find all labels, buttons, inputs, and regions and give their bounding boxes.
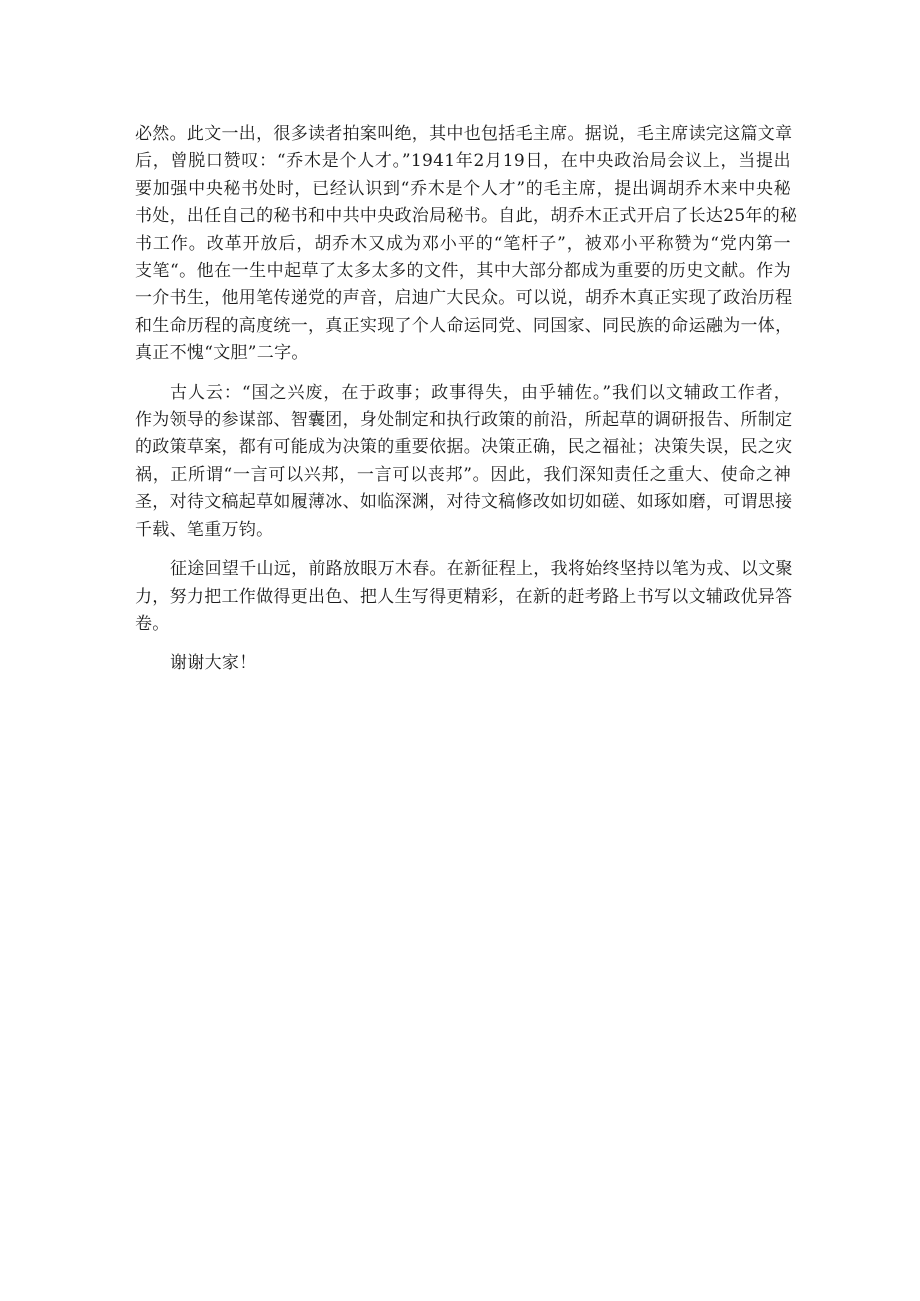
paragraph-3 <box>135 556 791 638</box>
text-line: 和生命历程的高度统一，真正实现了个人命运同党、同国家、同民族的命运融为一体， <box>135 315 793 336</box>
text-line: 古人云：“国之兴废，在于政事；政事得失，由乎辅佐。”我们以文辅政工作者， <box>170 382 791 403</box>
paragraph-2 <box>135 380 791 544</box>
text-line: 千载、笔重万钧。 <box>135 519 274 540</box>
paragraph-closing <box>135 650 791 677</box>
text-line: 书工作。改革开放后，胡乔木又成为邓小平的“笔杆子”，被邓小平称赞为“党内第一 <box>135 233 791 254</box>
text-line: 力，努力把工作做得更出色、把人生写得更精彩，在新的赶考路上书写以文辅政优异答 <box>135 586 793 607</box>
text-line: 支笔“。他在一生中起草了太多太多的文件，其中大部分都成为重要的历史文献。作为 <box>135 261 791 282</box>
text-line: 圣，对待文稿起草如履薄冰、如临深渊，对待文稿修改如切如磋、如琢如磨，可谓思接 <box>135 492 793 513</box>
text-line: 卷。 <box>135 613 170 634</box>
text-line: 作为领导的参谋部、智囊团，身处制定和执行政策的前沿，所起草的调研报告、所制定 <box>135 410 793 431</box>
closing-line: 谢谢大家！ <box>170 653 257 674</box>
text-line: 祸，正所谓“一言可以兴邦，一言可以丧邦”。因此，我们深知责任之重大、使命之神 <box>135 464 791 485</box>
text-line: 要加强中央秘书处时，已经认识到“乔木是个人才”的毛主席，提出调胡乔木来中央秘 <box>135 178 791 199</box>
text-line: 一介书生，他用笔传递党的声音，启迪广大民众。可以说，胡乔木真正实现了政治历程 <box>135 288 793 309</box>
text-line: 的政策草案，都有可能成为决策的重要依据。决策正确，民之福祉；决策失误，民之灾 <box>135 437 793 458</box>
text-line: 后，曾脱口赞叹：“乔木是个人才。”1941年2月19日，在中央政治局会议上，当提出 <box>135 151 791 172</box>
text-line: 征途回望千山远，前路放眼万木春。在新征程上，我将始终坚持以笔为戎、以文聚 <box>170 559 793 580</box>
text-line: 真正不愧“文胆”二字。 <box>135 343 309 364</box>
text-line: 书处，出任自己的秘书和中共中央政治局秘书。自此，胡乔木正式开启了长达25年的秘 <box>135 206 798 227</box>
text-line: 必然。此文一出，很多读者拍案叫绝，其中也包括毛主席。据说，毛主席读完这篇文章 <box>135 124 793 144</box>
document-body <box>135 121 798 690</box>
paragraph-1 <box>135 121 798 368</box>
